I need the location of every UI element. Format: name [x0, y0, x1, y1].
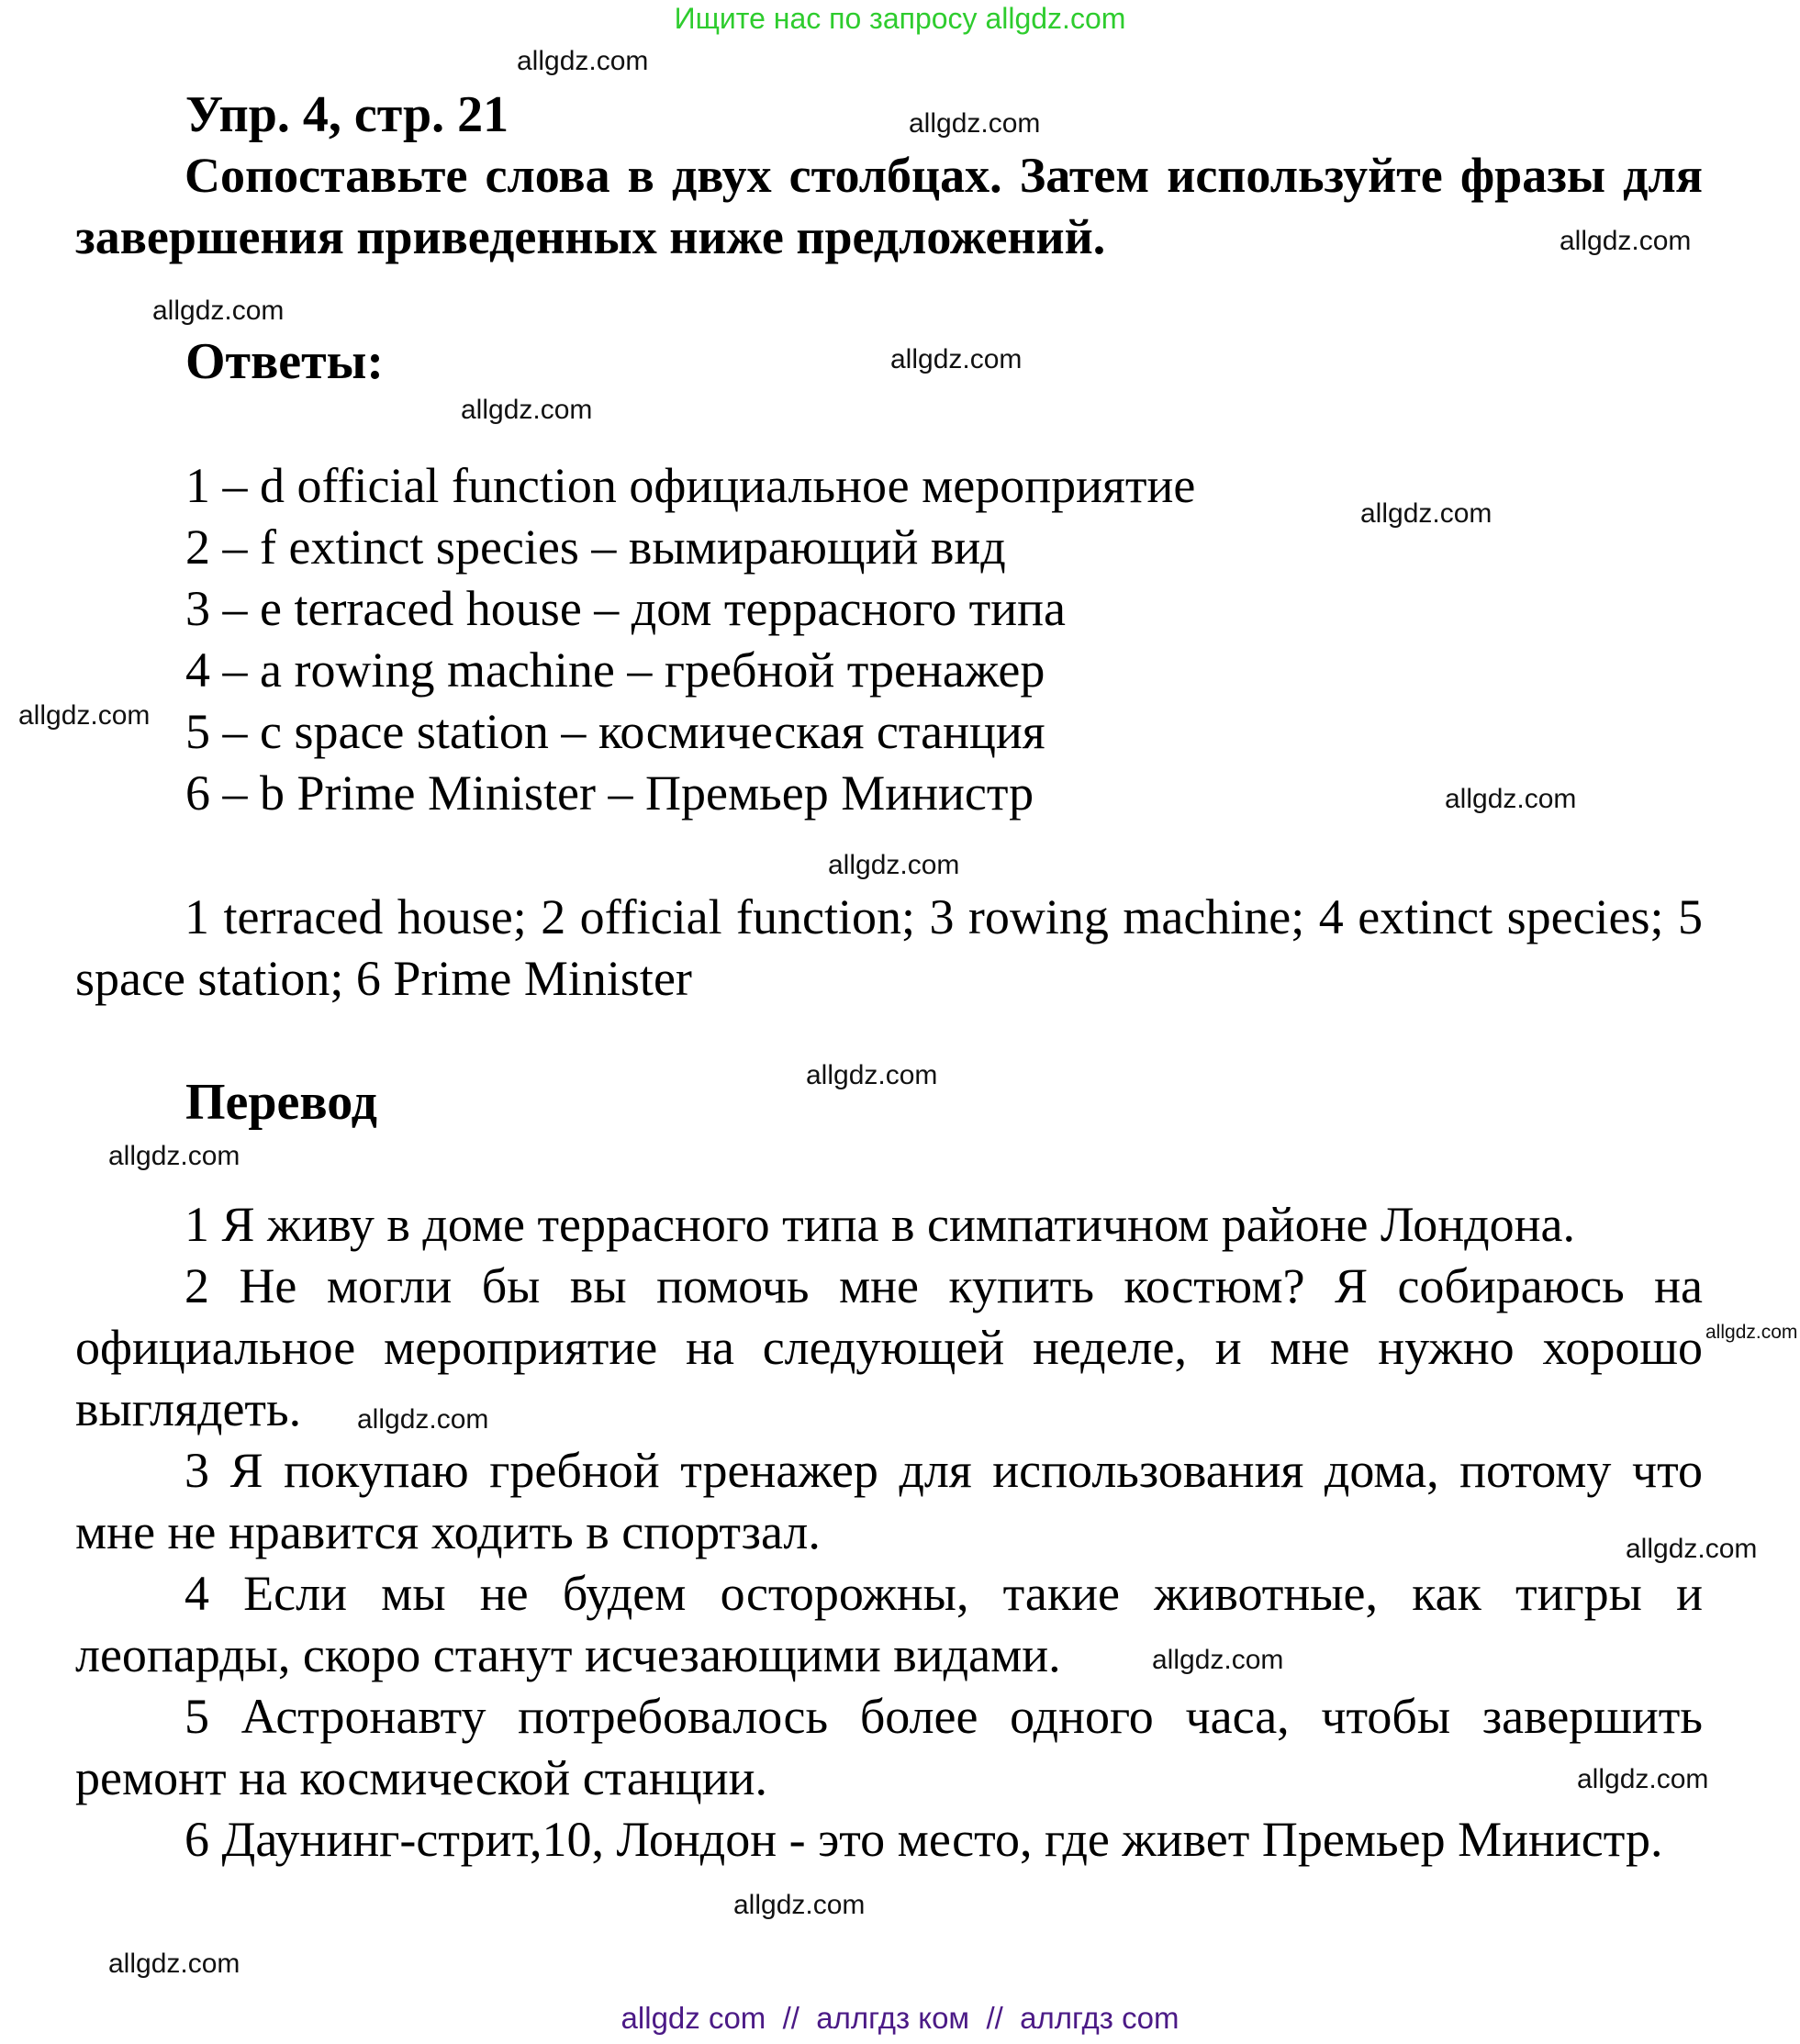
translation-sentence: 3 Я покупаю гребной тренажер для использования дома, потому что мне не нравится ходить в спортзал. — [75, 1443, 1703, 1559]
translation-sentence: 2 Не могли бы вы помочь мне купить костюм? Я собираюсь на официальное мероприятие на следующей неделе, и мне нужно хорошо выглядеть. — [75, 1258, 1703, 1436]
instruction — [75, 145, 1703, 268]
answer-item: 1 – d official function официальное мероприятие — [185, 458, 1196, 513]
watermark: allgdz.com — [890, 344, 1023, 374]
watermark: allgdz.com — [1560, 226, 1692, 256]
translation-sentence: 6 Даунинг-стрит,10, Лондон - это место, где живет Премьер Министр. — [184, 1812, 1663, 1867]
translation-sentence: 1 Я живу в доме террасного типа в симпатичном районе Лондона. — [184, 1197, 1575, 1252]
watermark: allgdz.com — [461, 395, 593, 425]
answer-item: 3 – e terraced house – дом террасного типа — [185, 581, 1066, 636]
instruction-text: Сопоставьте слова в двух столбцах. Затем используйте фразы для завершения приведенных ниже предложений. — [75, 148, 1703, 264]
top-banner: Ищите нас по запросу allgdz.com — [674, 2, 1126, 35]
translation-sentence: 4 Если мы не будем осторожны, такие животные, как тигры и леопарды, скоро станут исчезающими видами. — [75, 1566, 1703, 1682]
translation-block — [75, 1194, 1703, 1871]
watermark: allgdz.com — [1705, 1322, 1798, 1343]
watermark: allgdz.com — [1626, 1534, 1758, 1564]
answer-item: 5 – c space station – космическая станция — [185, 704, 1045, 759]
watermark: allgdz.com — [18, 700, 151, 731]
watermark: allgdz.com — [152, 296, 285, 326]
answer-item: 4 – a rowing machine – гребной тренажер — [185, 642, 1045, 698]
translation-sentence: 5 Астронавту потребовалось более одного часа, чтобы завершить ремонт на космической станции. — [75, 1689, 1703, 1805]
answers-heading: Ответы: — [185, 333, 385, 390]
answers-list — [185, 455, 1195, 824]
watermark: allgdz.com — [1445, 784, 1577, 814]
completion-text: 1 terraced house; 2 official function; 3 rowing machine; 4 extinct species; 5 space station; 6 Prime Minister — [75, 889, 1703, 1006]
watermark: allgdz.com — [909, 108, 1041, 139]
exercise-title: Упр. 4, стр. 21 — [185, 86, 509, 143]
watermark: allgdz.com — [806, 1060, 938, 1090]
answer-item: 2 – f extinct species – вымирающий вид — [185, 519, 1006, 575]
answer-item: 6 – b Prime Minister – Премьер Министр — [185, 765, 1034, 821]
watermark: allgdz.com — [1360, 498, 1493, 529]
watermark: allgdz.com — [828, 850, 960, 880]
completion-block — [75, 887, 1703, 1010]
watermark: allgdz.com — [108, 1949, 240, 1979]
watermark: allgdz.com — [1152, 1645, 1284, 1675]
watermark: allgdz.com — [733, 1890, 866, 1920]
watermark: allgdz.com — [1577, 1764, 1709, 1794]
bottom-banner: allgdz com // аллгдз ком // аллгдз com — [620, 2001, 1180, 2035]
watermark: allgdz.com — [357, 1404, 489, 1435]
watermark: allgdz.com — [108, 1141, 240, 1171]
translation-heading: Перевод — [185, 1074, 377, 1131]
watermark: allgdz.com — [517, 46, 649, 76]
